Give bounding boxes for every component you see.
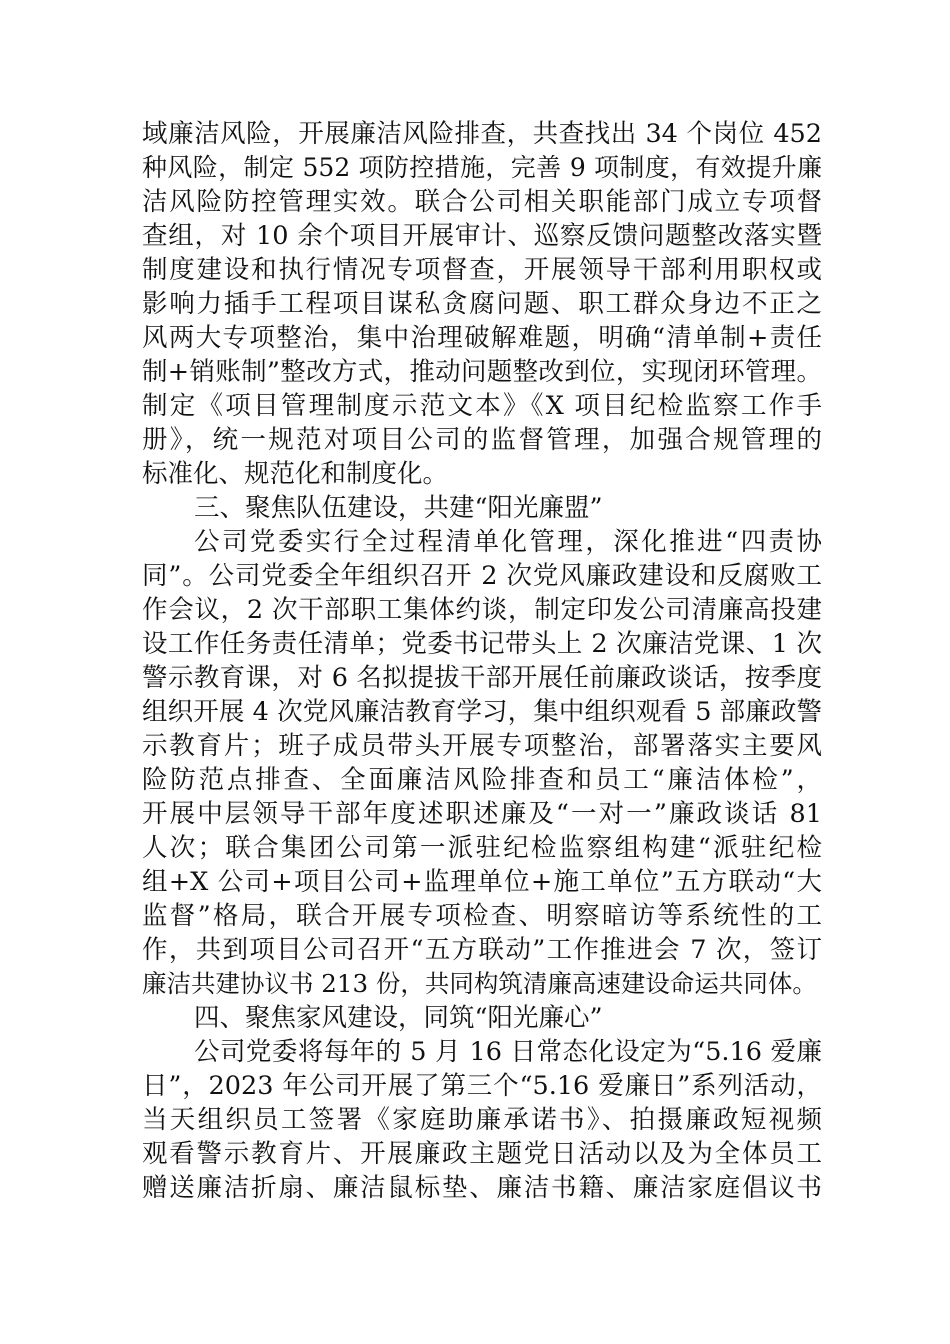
text-line: 公司党委将每年的 5 月 16 日常态化设定为“5.16 爱廉	[194, 1037, 822, 1067]
text-line: 示教育片；班子成员带头开展专项整治，部署落实主要风	[142, 731, 822, 761]
text-line: 警示教育课，对 6 名拟提拔干部开展任前廉政谈话，按季度	[142, 663, 822, 693]
text-line: 制+销账制”整改方式，推动问题整改到位，实现闭环管理。	[142, 357, 822, 387]
text-line: 公司党委实行全过程清单化管理，深化推进“四责协	[194, 527, 822, 557]
text-line: 组织开展 4 次党风廉洁教育学习，集中组织观看 5 部廉政警	[142, 697, 822, 727]
text-line: 制度建设和执行情况专项督查，开展领导干部利用职权或	[142, 255, 822, 285]
document-body	[142, 117, 822, 1205]
text-line: 同”。公司党委全年组织召开 2 次党风廉政建设和反腐败工	[142, 561, 822, 591]
text-line: 开展中层领导干部年度述职述廉及“一对一”廉政谈话 81	[142, 799, 822, 829]
text-line: 作会议，2 次干部职工集体约谈，制定印发公司清廉高投建	[142, 595, 822, 625]
section-heading-4: 四、聚焦家风建设，同筑“阳光廉心”	[194, 1003, 603, 1033]
paragraph-end-line: 标准化、规范化和制度化。	[142, 459, 449, 489]
text-line: 组+X 公司+项目公司+监理单位+施工单位”五方联动“大	[142, 867, 822, 897]
text-line: 查组，对 10 余个项目开展审计、巡察反馈问题整改落实暨	[142, 221, 822, 251]
text-line: 风两大专项整治，集中治理破解难题，明确“清单制+责任	[142, 323, 822, 353]
text-line: 险防范点排查、全面廉洁风险排查和员工“廉洁体检”，	[142, 765, 822, 795]
text-line: 日”，2023 年公司开展了第三个“5.16 爱廉日”系列活动，	[142, 1071, 822, 1101]
text-line: 域廉洁风险，开展廉洁风险排查，共查找出 34 个岗位 452	[142, 119, 822, 149]
text-line: 当天组织员工签署《家庭助廉承诺书》、拍摄廉政短视频	[142, 1105, 822, 1135]
text-line: 洁风险防控管理实效。联合公司相关职能部门成立专项督	[142, 187, 822, 217]
text-line: 制定《项目管理制度示范文本》《X 项目纪检监察工作手	[142, 391, 822, 421]
text-line: 种风险，制定 552 项防控措施，完善 9 项制度，有效提升廉	[142, 153, 822, 182]
text-line: 作，共到项目公司召开“五方联动”工作推进会 7 次，签订	[142, 935, 822, 965]
text-line: 监督”格局，联合开展专项检查、明察暗访等系统性的工	[142, 901, 822, 931]
text-line: 赠送廉洁折扇、廉洁鼠标垫、廉洁书籍、廉洁家庭倡议书	[142, 1173, 822, 1203]
text-line: 人次；联合集团公司第一派驻纪检监察组构建“派驻纪检	[142, 833, 822, 863]
section-heading-3: 三、聚焦队伍建设，共建“阳光廉盟”	[194, 493, 603, 523]
paragraph-end-line: 廉洁共建协议书 213 份，共同构筑清廉高速建设命运共同体。	[142, 969, 817, 998]
text-line: 影响力插手工程项目谋私贪腐问题、职工群众身边不正之	[142, 289, 822, 319]
text-line: 册》，统一规范对项目公司的监督管理，加强合规管理的	[142, 425, 822, 455]
text-line: 设工作任务责任清单；党委书记带头上 2 次廉洁党课、1 次	[142, 629, 822, 659]
text-line: 观看警示教育片、开展廉政主题党日活动以及为全体员工	[142, 1139, 822, 1169]
